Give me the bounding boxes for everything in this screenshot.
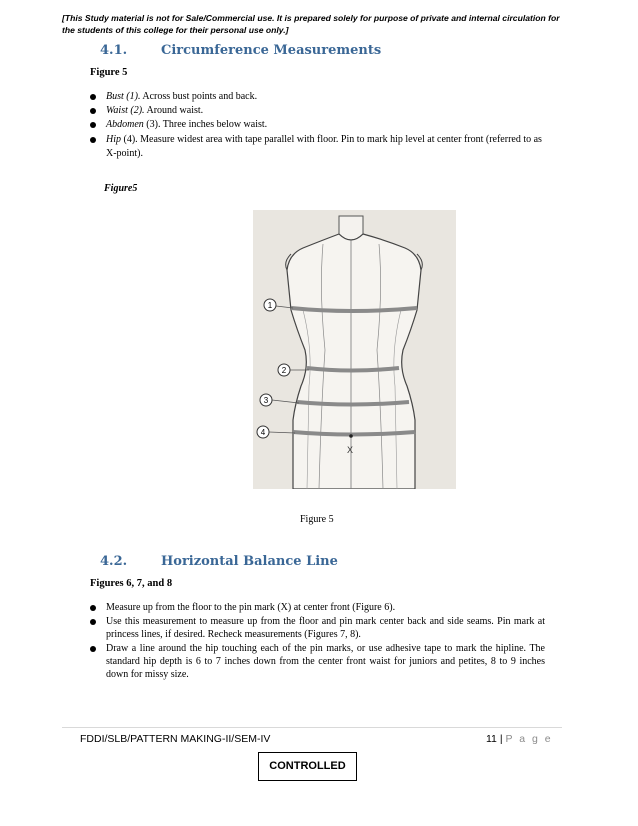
bullet-icon <box>90 605 96 611</box>
footer-page-number: 11 | P a g e <box>486 733 553 745</box>
section-number: 4.1. <box>100 43 128 58</box>
section-title: Horizontal Balance Line <box>161 554 338 569</box>
disclaimer-text: [This Study material is not for Sale/Commercial use. It is prepared solely for purpose of private and internal circulation for the students of this college for their personal use only.] <box>62 13 560 35</box>
bullet-icon <box>90 108 96 114</box>
figure-caption: Figure 5 <box>300 514 334 525</box>
dress-form-illustration <box>253 210 456 489</box>
controlled-stamp: CONTROLLED <box>258 752 357 781</box>
list-item: Waist (2). Around waist. <box>90 104 545 118</box>
footer-divider <box>62 727 562 728</box>
bullet-icon <box>90 94 96 100</box>
marker-4: 4 <box>260 428 266 437</box>
measurement-list <box>90 90 545 161</box>
bullet-icon <box>90 646 96 652</box>
list-item: Use this measurement to measure up from the floor and pin mark center back and side seams. Pin mark at princess lines, if desired. Recheck measurements (Figures 7, 8). <box>90 615 545 641</box>
figure-reference: Figures 6, 7, and 8 <box>90 578 173 589</box>
figure-label: Figure5 <box>104 183 138 194</box>
section-number: 4.2. <box>100 554 128 569</box>
footer-course-code: FDDI/SLB/PATTERN MAKING-II/SEM-IV <box>80 733 271 745</box>
x-point-mark: X <box>347 445 354 455</box>
figure-reference: Figure 5 <box>90 67 128 78</box>
section-title: Circumference Measurements <box>161 43 382 58</box>
list-item: Bust (1). Across bust points and back. <box>90 90 545 104</box>
marker-2: 2 <box>281 366 287 375</box>
list-item: Abdomen (3). Three inches below waist. <box>90 118 545 132</box>
list-item: Measure up from the floor to the pin mark (X) at center front (Figure 6). <box>90 601 545 614</box>
bullet-icon <box>90 619 96 625</box>
balance-line-list <box>90 601 545 682</box>
list-item: Draw a line around the hip touching each of the pin marks, or use adhesive tape to mark the hipline. The standard hip depth is 6 to 7 inches down from the center front waist for juniors and petites, 8 to 9 inches down for missy size. <box>90 642 545 681</box>
bullet-icon <box>90 137 96 143</box>
marker-3: 3 <box>263 396 269 405</box>
bullet-icon <box>90 122 96 128</box>
torso-outline <box>287 234 421 489</box>
marker-1: 1 <box>267 301 273 310</box>
list-item: Hip (4). Measure widest area with tape parallel with floor. Pin to mark hip level at center front (referred to as X-point). <box>90 133 545 161</box>
